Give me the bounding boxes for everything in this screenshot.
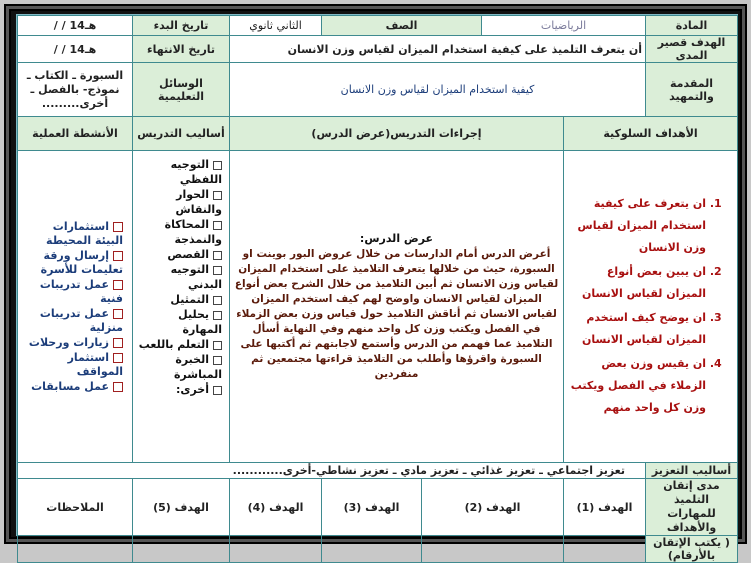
activity-item[interactable]: عمل مسابقات bbox=[21, 380, 123, 394]
checkbox-icon[interactable] bbox=[113, 309, 123, 319]
activities-header: الأنشطة العملية bbox=[18, 117, 133, 151]
method-item[interactable]: القصص bbox=[136, 247, 222, 262]
start-date-label: تاريخ البدء bbox=[133, 16, 230, 36]
method-item[interactable]: الخبرة المباشرة bbox=[173, 353, 222, 381]
grade-value[interactable]: الثاني ثانوي bbox=[230, 16, 322, 36]
subject-label: المادة bbox=[646, 16, 738, 36]
mastery-notes-header: الملاحظات bbox=[18, 479, 133, 536]
goal-item: 1. ان يتعرف على كيفية استخدام الميزان لقياس وزن الانسان bbox=[567, 193, 706, 259]
end-date-label: تاريخ الانتهاء bbox=[133, 36, 230, 63]
mastery-goal-3-header: الهدف (3) bbox=[322, 479, 422, 536]
goal-item: 4. ان يقيس وزن بعض الزملاء في الفصل ويكتب وزن كل واحد منهم bbox=[567, 353, 706, 419]
activity-item[interactable]: إرسال ورقة تعليمات للأسرة bbox=[40, 248, 123, 276]
short-goal-label: الهدف قصير المدى bbox=[646, 36, 738, 63]
checkbox-icon[interactable] bbox=[213, 221, 222, 230]
goals-list bbox=[567, 193, 734, 419]
mastery-goal-4-header: الهدف (4) bbox=[230, 479, 322, 536]
intro-label: المقدمة والتمهيد bbox=[646, 63, 738, 117]
mastery-goal-2-header: الهدف (2) bbox=[422, 479, 564, 536]
goal-item: 3. ان يوضح كيف استخدم الميزان لقياس الانسان bbox=[567, 307, 706, 351]
aids-label: الوسائل التعليمية bbox=[133, 63, 230, 117]
mastery-goal-3-value[interactable] bbox=[322, 536, 422, 563]
activity-item[interactable]: عمل تدريبات فنية bbox=[39, 277, 123, 305]
activity-item[interactable]: زيارات ورحلات bbox=[21, 336, 123, 350]
method-item[interactable]: المحاكاة والنمذجة bbox=[164, 218, 222, 246]
checkbox-icon[interactable] bbox=[113, 353, 123, 363]
lesson-plan-sheet bbox=[16, 14, 738, 562]
behavioral-goals-cell bbox=[564, 151, 738, 463]
activity-item[interactable]: عمل تدريبات منزلية bbox=[39, 306, 123, 334]
checkbox-icon[interactable] bbox=[113, 338, 123, 348]
checkbox-icon[interactable] bbox=[113, 382, 123, 392]
procedure-cell bbox=[230, 151, 564, 463]
subject-value[interactable]: الرياضيات bbox=[482, 16, 646, 36]
method-item[interactable]: الحوار والنقاش bbox=[175, 188, 222, 216]
method-item[interactable]: التوجيه اللفظي bbox=[170, 158, 222, 186]
activity-item[interactable]: استثمارات البيئة المحيطة bbox=[46, 219, 123, 247]
checkbox-icon[interactable] bbox=[213, 341, 222, 350]
mastery-goal-1-value[interactable] bbox=[564, 536, 646, 563]
aids-value[interactable]: السبورة ـ الكتاب ـ نموذج- بالفصل ـ أخرى......... bbox=[18, 63, 133, 117]
method-item[interactable]: التوجيه البدني bbox=[170, 263, 222, 291]
end-date-value[interactable]: / / 14هـ bbox=[18, 36, 133, 63]
mastery-goal-5-header: الهدف (5) bbox=[133, 479, 230, 536]
goals-header: الأهداف السلوكية bbox=[564, 117, 738, 151]
method-item[interactable]: يحليل المهارة bbox=[178, 308, 222, 336]
checkbox-icon[interactable] bbox=[113, 280, 123, 290]
checkbox-icon[interactable] bbox=[213, 356, 222, 365]
checkbox-icon[interactable] bbox=[213, 311, 222, 320]
reinforcement-label: أساليب التعزيز bbox=[646, 463, 738, 479]
checkbox-icon[interactable] bbox=[213, 251, 222, 260]
short-goal-value[interactable]: أن يتعرف التلميذ على كيفية استخدام الميزان لقياس وزن الانسان bbox=[230, 36, 646, 63]
grade-label: الصف bbox=[322, 16, 482, 36]
checkbox-icon[interactable] bbox=[213, 266, 222, 275]
checkbox-icon[interactable] bbox=[113, 222, 123, 232]
intro-value[interactable]: كيفية استخدام الميزان لقياس وزن الانسان bbox=[230, 63, 646, 117]
mastery-note: ( يكتب الإتقان بالأرقام) bbox=[646, 536, 738, 563]
checkbox-icon[interactable] bbox=[113, 251, 123, 261]
activities-list bbox=[21, 220, 129, 394]
method-item[interactable]: أخرى: bbox=[136, 382, 222, 397]
procedures-header: إجراءات التدريس(عرض الدرس) bbox=[230, 117, 564, 151]
lesson-plan-table bbox=[17, 15, 738, 563]
checkbox-icon[interactable] bbox=[213, 296, 222, 305]
procedure-title: عرض الدرس: bbox=[359, 231, 434, 245]
methods-cell bbox=[133, 151, 230, 463]
reinforcement-value[interactable]: تعزيز اجتماعي ـ تعزيز غذائي ـ تعزيز مادي ـ تعزيز نشاطي-أخرى............ bbox=[18, 463, 646, 479]
method-item[interactable]: التمثيل bbox=[136, 292, 222, 307]
mastery-label: مدى إتقان التلميذ للمهارات والأهداف bbox=[646, 479, 738, 536]
checkbox-icon[interactable] bbox=[213, 161, 222, 170]
mastery-goal-5-value[interactable] bbox=[133, 536, 230, 563]
start-date-value[interactable]: / / 14هـ bbox=[18, 16, 133, 36]
mastery-notes-value[interactable] bbox=[18, 536, 133, 563]
methods-header: أساليب التدريس bbox=[133, 117, 230, 151]
document-frame bbox=[4, 4, 747, 562]
mastery-goal-1-header: الهدف (1) bbox=[564, 479, 646, 536]
method-item[interactable]: التعلم باللعب bbox=[136, 337, 222, 352]
activities-cell bbox=[18, 151, 133, 463]
checkbox-icon[interactable] bbox=[213, 191, 222, 200]
mastery-goal-4-value[interactable] bbox=[230, 536, 322, 563]
activity-item[interactable]: استثمار المواقف bbox=[67, 350, 123, 378]
goal-item: 2. ان يبين بعض أنواع الميزان لقياس الانسان bbox=[567, 261, 706, 305]
mastery-goal-2-value[interactable] bbox=[422, 536, 564, 563]
methods-list bbox=[136, 157, 226, 397]
procedure-body: أعرض الدرس أمام الدارسات من خلال عروض البور بوينت او السبورة، حيث من خلالها يتعرف التلاميذ على استخدام الميزان لقياس وزن الانسان ثم أبين التلاميذ من خلال الشرح بعض أنواع الميزان لقياس الانسان واوضح لهم كيف استخدم الميزان لقياس الانسان ثم أناقش التلاميذ حول قياس وزن بعض الزملاء في الفصل ويكتب وزن كل واحد منهم وفي النهاية أسأل التلاميذ عما فهمم من الدرس وأستمع لاجابتهم ثم أكتبها على السبورة واقرؤها وأطلب من التلاميذ قراءتها مجتمعين ثم منفردين bbox=[234, 247, 559, 380]
checkbox-icon[interactable] bbox=[213, 386, 222, 395]
